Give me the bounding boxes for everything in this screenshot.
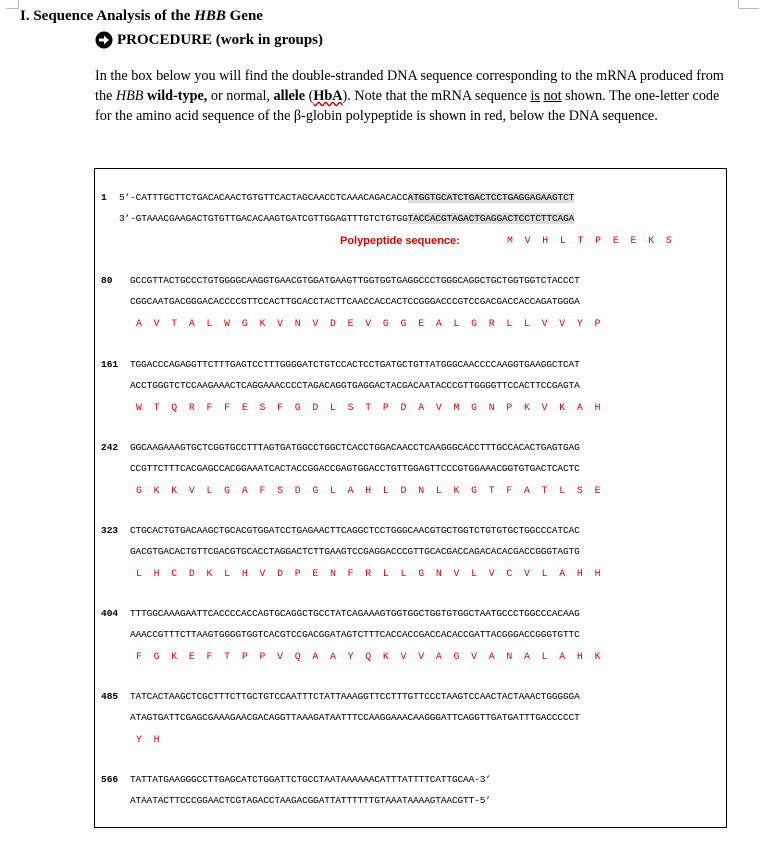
dna-top-strand: TATCACTAAGCTCGCTTTCTTGCTGTCCAATTTCTATTAAAGGTTCCTTTGTTCCCTAAGTCCAACTACTAAACTGGGGGA: [130, 691, 580, 702]
dna-top-strand: TGGACCCAGAGGTTCTTTGAGTCCTTTGGGGATCTGTCCACTCCTGATGCTGTTATGGGCAACCCCAAGGTGAAGGCTCAT: [130, 359, 580, 370]
intro-paragraph: In the box below you will find the double-stranded DNA sequence corresponding to the mRNA produced from the HBB wild-type, or normal, allele (HbA). Note that the mRNA sequence is not shown. The one-letter code for the amino acid sequence of the β-globin polypeptide is shown in red, below the DNA sequence.: [95, 68, 724, 124]
amino-acid-sequence: L H C D K L H V D P E N F R L L G N V L V C V L A H H: [136, 568, 601, 579]
amino-acid-sequence: W T Q R F F E S F G D L S T P D A V M G N P K V K A H: [136, 402, 601, 413]
section-title: I. Sequence Analysis of the HBB Gene: [20, 8, 263, 24]
amino-acid-sequence: Y H: [136, 734, 160, 745]
dna-bottom-strand: ATAATACTTCCCGGAACTCGTAGACCTAAGACGGATTATTTTTTGTAAATAAAAGTAACGTT-5’: [130, 795, 491, 806]
position-number: 1: [101, 192, 107, 203]
dna-bottom-strand: GACGTGACACTGTTCGACGTGCACCTAGGACTCTTGAAGTCCGAGGACCCGTTGCACGACCAGACACACGACCGGGTAGTG: [130, 546, 580, 557]
page-corner-mark-right: [738, 0, 759, 9]
dna-bottom-strand: CCGTTCTTTCACGAGCCACGGAAATCACTACCGGACCGAGTGGACCTGTTGGAGTTCCCGTGGAAACGGTGTGACTCACTC: [130, 463, 580, 474]
dna-top-strand: CTGCACTGTGACAAGCTGCACGTGGATCCTGAGAACTTCAGGCTCCTGGGCAACGTGCTGGTCTGTGTGCTGGCCCATCAC: [130, 525, 580, 536]
arrow-circle-icon: [95, 31, 113, 49]
position-number: 404: [101, 608, 119, 619]
position-number: 323: [101, 525, 119, 536]
dna-top-strand: GCCGTTACTGCCCTGTGGGGCAAGGTGAACGTGGATGAAGTTGGTGGTGAGGCCCTGGGCAGGCTGCTGGTGGTCTACCCT: [130, 275, 580, 286]
dna-bottom-strand: AAACCGTTTCTTAAGTGGGGTGGTCACGTCCGACGGATAGTCTTTCACCACCGACCACACCGATTACGGGACCGGGTGTTC: [130, 629, 580, 640]
position-number: 161: [101, 359, 119, 370]
dna-top-strand: GGCAAGAAAGTGCTCGGTGCCTTTAGTGATGGCCTGGCTCACCTGGACAACCTCAAGGGCACCTTTGCCACACTGAGTGAG: [130, 442, 580, 453]
page-corner-mark-left: [6, 0, 19, 9]
procedure-heading: PROCEDURE (work in groups): [95, 31, 323, 49]
position-number: 80: [101, 275, 113, 286]
dna-bottom-strand: CGGCAATGACGGGACACCCCGTTCCACTTGCACCTACTTCAACCACCACTCCGGGACCCGTCCGACGACCACCAGATGGGA: [130, 296, 580, 307]
position-number: 485: [101, 691, 119, 702]
dna-bottom-strand: 3’-GTAAACGAAGACTGTGTTGACACAAGTGATCGTTGGAGTTTGTCTGTGGTACCACGTAGACTGAGGACTCCTCTTCAGA: [119, 213, 575, 224]
position-number: 242: [101, 442, 119, 453]
polypeptide-label: Polypeptide sequence:: [340, 235, 460, 247]
dna-bottom-strand: ACCTGGGTCTCCAAGAAACTCAGGAAACCCCTAGACAGGTGAGGACTACGACAATACCCGTTGGGGTTCCACTTCCGAGTA: [130, 380, 580, 391]
amino-acid-sequence: M V H L T P E E K S: [507, 235, 672, 246]
amino-acid-sequence: A V T A L W G K V N V D E V G G E A L G R L L V V Y P: [136, 318, 601, 329]
amino-acid-sequence: G K K V L G A F S D G L A H L D N L K G T F A T L S E: [136, 485, 601, 496]
dna-bottom-strand: ATAGTGATTCGAGCGAAAGAACGACAGGTTAAAGATAATTTCCAAGGAAACAAGGGATTCAGGTTGATGATTTGACCCCCT: [130, 712, 580, 723]
dna-top-strand: TTTGGCAAAGAATTCACCCCACCAGTGCAGGCTGCCTATCAGAAAGTGGTGGCTGGTGTGGCTAATGCCCTGGCCCACAAG: [130, 608, 580, 619]
sequence-box: [94, 168, 727, 828]
amino-acid-sequence: F G K E F T P P V Q A A Y Q K V V A G V A N A L A H K: [136, 651, 601, 662]
dna-top-strand: 5’-CATTTGCTTCTGACACAACTGTGTTCACTAGCAACCTCAAACAGACACCATGGTGCATCTGACTCCTGAGGAGAAGTCT: [119, 192, 575, 203]
position-number: 566: [101, 774, 119, 785]
dna-top-strand: TATTATGAAGGGCCTTGAGCATCTGGATTCTGCCTAATAAAAAACATTTATTTTCATTGCAA-3’: [130, 774, 491, 785]
